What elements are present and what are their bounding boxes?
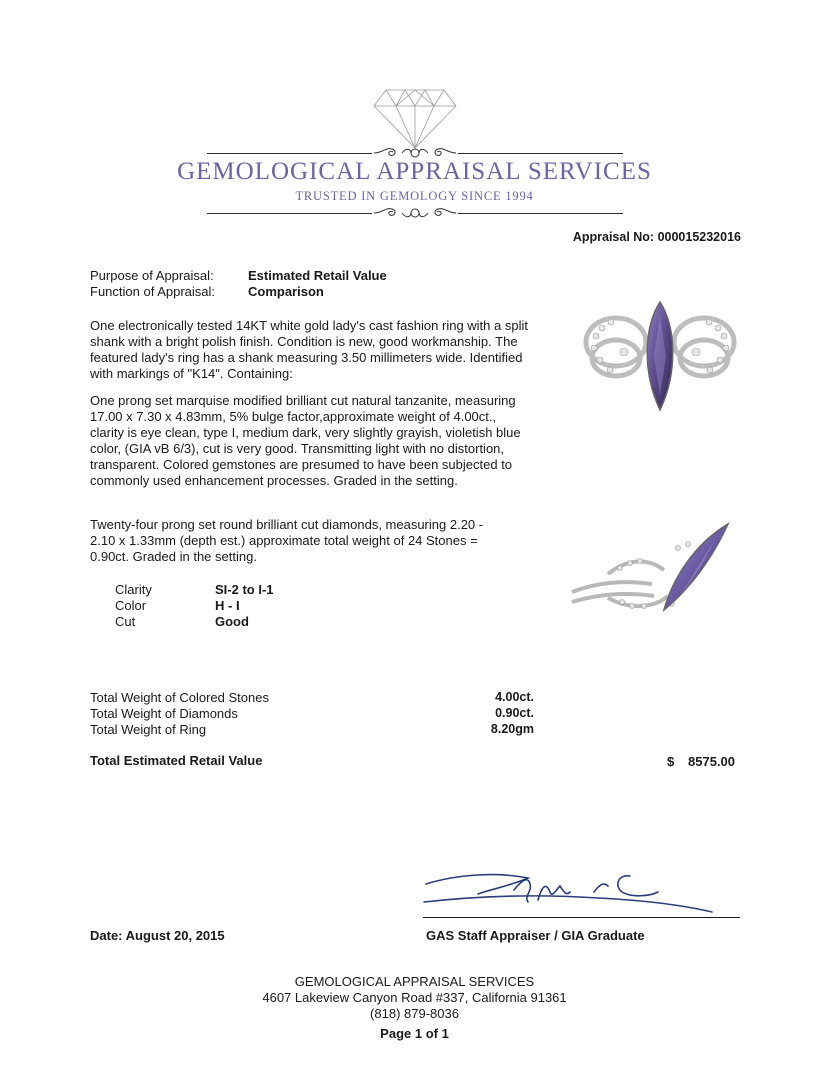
total-estimated-value-label: Total Estimated Retail Value: [90, 753, 263, 768]
grade-label-color: Color: [115, 598, 147, 613]
diamonds-description: Twenty-four prong set round brilliant cut diamonds, measuring 2.20 - 2.10 x 1.33mm (depth est.) approximate total weight of 24 Stones = 0.90ct. Graded in the setting.: [90, 517, 484, 564]
total-estimated-value-currency: $: [667, 754, 675, 769]
logo-bottom-rule-left: [207, 213, 372, 214]
signature-title: GAS Staff Appraiser / GIA Graduate: [426, 928, 645, 943]
diamond-logo-icon: [372, 88, 458, 150]
grade-label-clarity: Clarity: [115, 582, 152, 597]
total-estimated-value-amount: 8575.00: [688, 754, 735, 769]
total-label-colored-stones: Total Weight of Colored Stones: [90, 690, 269, 705]
ring-top-view-photo: [578, 298, 742, 416]
grade-value-color: H - I: [215, 598, 240, 613]
logo-top-rule-left: [207, 153, 372, 154]
page-number: Page 1 of 1: [380, 1026, 449, 1041]
logo-bottom-rule-right: [458, 213, 623, 214]
logo-top-rule-right: [458, 153, 623, 154]
function-label: Function of Appraisal:: [90, 284, 216, 299]
tanzanite-description: One prong set marquise modified brilliant cut natural tanzanite, measuring 17.00 x 7.30 x 4.83mm, 5% bulge factor,approximate weight of 4.00ct., clarity is eye clean, type I, medium dark, very slightly grayish, violetish blue color, (GIA vB 6/3), cut is very good. Transmitting light with no distortion, transparent. Colored gemstones are presumed to have been subjected to commonly used enhancement processes. Graded in the setting.: [90, 393, 521, 488]
footer-company: GEMOLOGICAL APPRAISAL SERVICES: [294, 974, 535, 989]
total-label-ring: Total Weight of Ring: [90, 722, 207, 737]
total-value-colored-stones: 4.00ct.: [495, 690, 534, 704]
ring-side-view-photo: [568, 518, 738, 618]
purpose-label: Purpose of Appraisal:: [90, 268, 214, 283]
purpose-value: Estimated Retail Value: [248, 268, 387, 283]
footer-address: 4607 Lakeview Canyon Road #337, California 91361: [262, 990, 567, 1005]
grade-value-cut: Good: [215, 614, 249, 629]
grade-value-clarity: SI-2 to I-1: [215, 582, 274, 597]
grade-label-cut: Cut: [115, 614, 136, 629]
appraisal-number: Appraisal No: 000015232016: [572, 230, 741, 244]
scroll-ornament-bottom-icon: [372, 205, 458, 221]
ring-description: One electronically tested 14KT white gold lady's cast fashion ring with a split shank with a bright polish finish. Condition is new, good workmanship. The featured lady's ring has a shank measuring 3.50 millimeters wide. Identified with markings of "K14". Containing:: [90, 318, 528, 381]
signature-line: [423, 917, 740, 918]
total-value-ring: 8.20gm: [490, 722, 534, 736]
company-name: GEMOLOGICAL APPRAISAL SERVICES: [177, 158, 652, 185]
appraiser-signature: [418, 862, 718, 918]
total-label-diamonds: Total Weight of Diamonds: [90, 706, 238, 721]
footer-phone: (818) 879-8036: [370, 1006, 459, 1021]
company-tagline: TRUSTED IN GEMOLOGY SINCE 1994: [295, 189, 534, 203]
function-value: Comparison: [248, 284, 324, 299]
total-value-diamonds: 0.90ct.: [495, 706, 534, 720]
appraisal-date: Date: August 20, 2015: [90, 928, 225, 943]
